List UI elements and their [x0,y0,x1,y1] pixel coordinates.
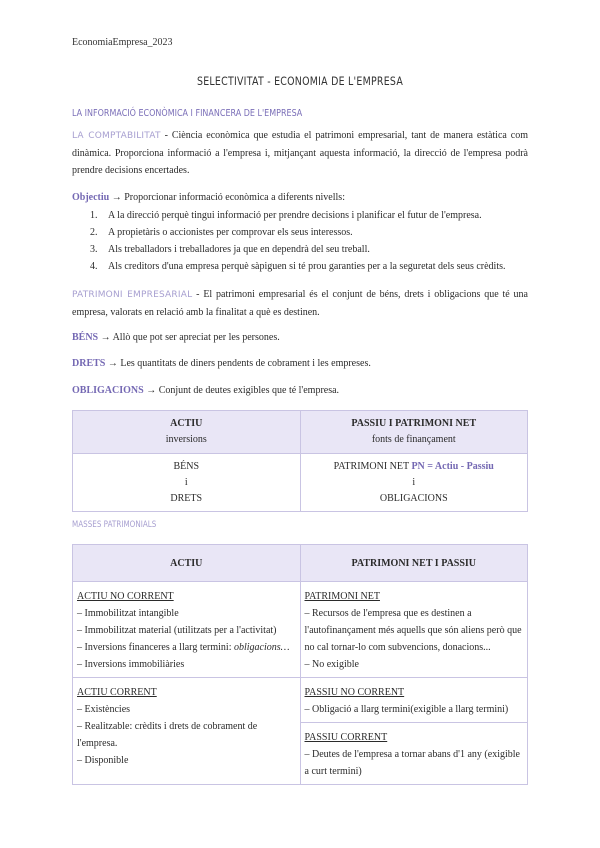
comptabilitat-text: - Ciència econòmica que estudia el patrimoni empresarial, tant de manera estàtica com dinàmica. Proporciona informació a l'empresa i, mitjançant aquesta informació, la direcció de l'empresa podrà prendre decisions encertades. [72,130,528,176]
list-item-number: 4. [90,261,98,272]
list-item-number: 1. [90,210,98,221]
table-header-pn-passiu: PATRIMONI NET I PASSIU [300,545,528,582]
obligacions-line [72,382,528,399]
cell-actiu-no-corrent [73,582,301,678]
cell-title: PASSIU CORRENT [304,732,388,743]
cell-line: i [184,476,188,488]
list-item [90,258,528,275]
pn-formula: PN = Actiu - Passiu [411,460,494,472]
table-header-label: ACTIU [170,418,203,429]
cell-title: PATRIMONI NET [304,591,380,602]
patrimoni-paragraph [72,286,528,321]
masses-table [72,544,528,785]
balance-table [72,410,528,512]
list-item-number: 2. [90,227,98,238]
objectiu-line [72,189,528,206]
cell-passiu-no-corrent [300,678,528,723]
masses-patrimonials-label: MASSES PATRIMONIALS [72,520,157,530]
cell-line: – Inversions immobiliàries [77,659,185,670]
comptabilitat-paragraph [72,127,528,179]
patrimoni-text: - El patrimoni empresarial és el conjunt de béns, drets i obligacions que té una empresa, valorats en relació amb la finalitat a què es destinen. [72,289,528,318]
cell-line: – Disponible [77,755,129,766]
cell-line: – Obligació a llarg termini(exigible a llarg termini) [304,704,509,715]
list-item-number: 3. [90,244,98,255]
document-title: SELECTIVITAT - ECONOMIA DE L'EMPRESA [196,74,404,88]
cell-actiu-corrent [73,678,301,785]
cell-title: ACTIU NO CORRENT [77,591,174,602]
obligacions-label: OBLIGACIONS [72,385,144,396]
table-header-passiu [300,411,528,454]
list-item-text: Als treballadors i treballadores ja que en dependrà del seu treball. [108,244,370,255]
table-cell-actiu [73,454,301,512]
list-item-text: A la direcció perquè tingui informació per prendre decisions i planificar el futur de l'empresa. [108,210,482,221]
cell-patrimoni-net [300,582,528,678]
section-heading: LA INFORMACIÓ ECONÒMICA I FINANCERA DE L'EMPRESA [72,108,303,119]
table-header-actiu: ACTIU [73,545,301,582]
table-cell-passiu [300,454,528,512]
list-item [90,224,528,241]
cell-line [302,459,527,475]
bens-line [72,329,528,346]
list-item [90,207,528,224]
drets-text: → Les quantitats de diners pendents de cobrament i les empreses. [105,358,371,369]
cell-line: – Recursos de l'empresa que es destinen a l'autofinançament més aquells que són aliens però que no cal tornar-lo com subvencions, donacions... [304,608,522,653]
cell-line: – Realitzable: crèdits i drets de cobrament de l'empresa. [77,721,258,749]
list-item-text: A propietàris o accionistes per comprovar els seus interessos. [108,227,353,238]
objectiu-list [90,207,528,275]
cell-line: BÉNS [173,460,200,472]
bens-label: BÉNS [72,332,99,343]
objectiu-text: → Proporcionar informació econòmica a diferents nivells: [109,192,345,203]
cell-line-text: – Inversions financeres a llarg termini: [77,642,234,653]
drets-line [72,355,528,372]
obligacions-text: → Conjunt de deutes exigibles que té l'empresa. [143,385,340,396]
patrimoni-label: PATRIMONI EMPRESARIAL [72,290,193,300]
cell-title: ACTIU CORRENT [77,687,157,698]
cell-passiu-corrent [300,723,528,785]
patrimoni-net-text: PATRIMONI NET [333,460,412,472]
cell-line: – Immobilitzat material (utilitzats per a l'activitat) [77,625,277,636]
cell-line [77,639,297,656]
drets-label: DRETS [72,358,106,369]
objectiu-label: Objectiu [72,192,110,203]
list-item [90,241,528,258]
cell-line: i [412,476,416,488]
comptabilitat-label: LA COMPTABILITAT [72,131,161,141]
cell-line: – Existències [77,704,131,715]
cell-italic-text: obligacions… [234,642,290,653]
table-header-actiu [73,411,301,454]
bens-text: → Allò que pot ser apreciat per les persones. [98,332,280,343]
page-header-filename: EconomiaEmpresa_2023 [72,37,173,48]
cell-line: – Immobilitzat intangible [77,608,179,619]
table-header-sublabel: fonts de finançament [371,434,456,445]
list-item-text: Als creditors d'una empresa perquè sàpiguen si té prou garanties per a la seguretat dels seus crèdits. [108,261,506,272]
cell-line: DRETS [170,492,203,504]
table-header-sublabel: inversions [165,434,207,445]
cell-line: – No exigible [304,659,359,670]
cell-line: – Deutes de l'empresa a tornar abans d'1 any (exigible a curt termini) [304,749,520,777]
cell-line: OBLIGACIONS [379,492,448,504]
cell-title: PASSIU NO CORRENT [304,687,405,698]
table-header-label: PASSIU I PATRIMONI NET [351,418,477,429]
